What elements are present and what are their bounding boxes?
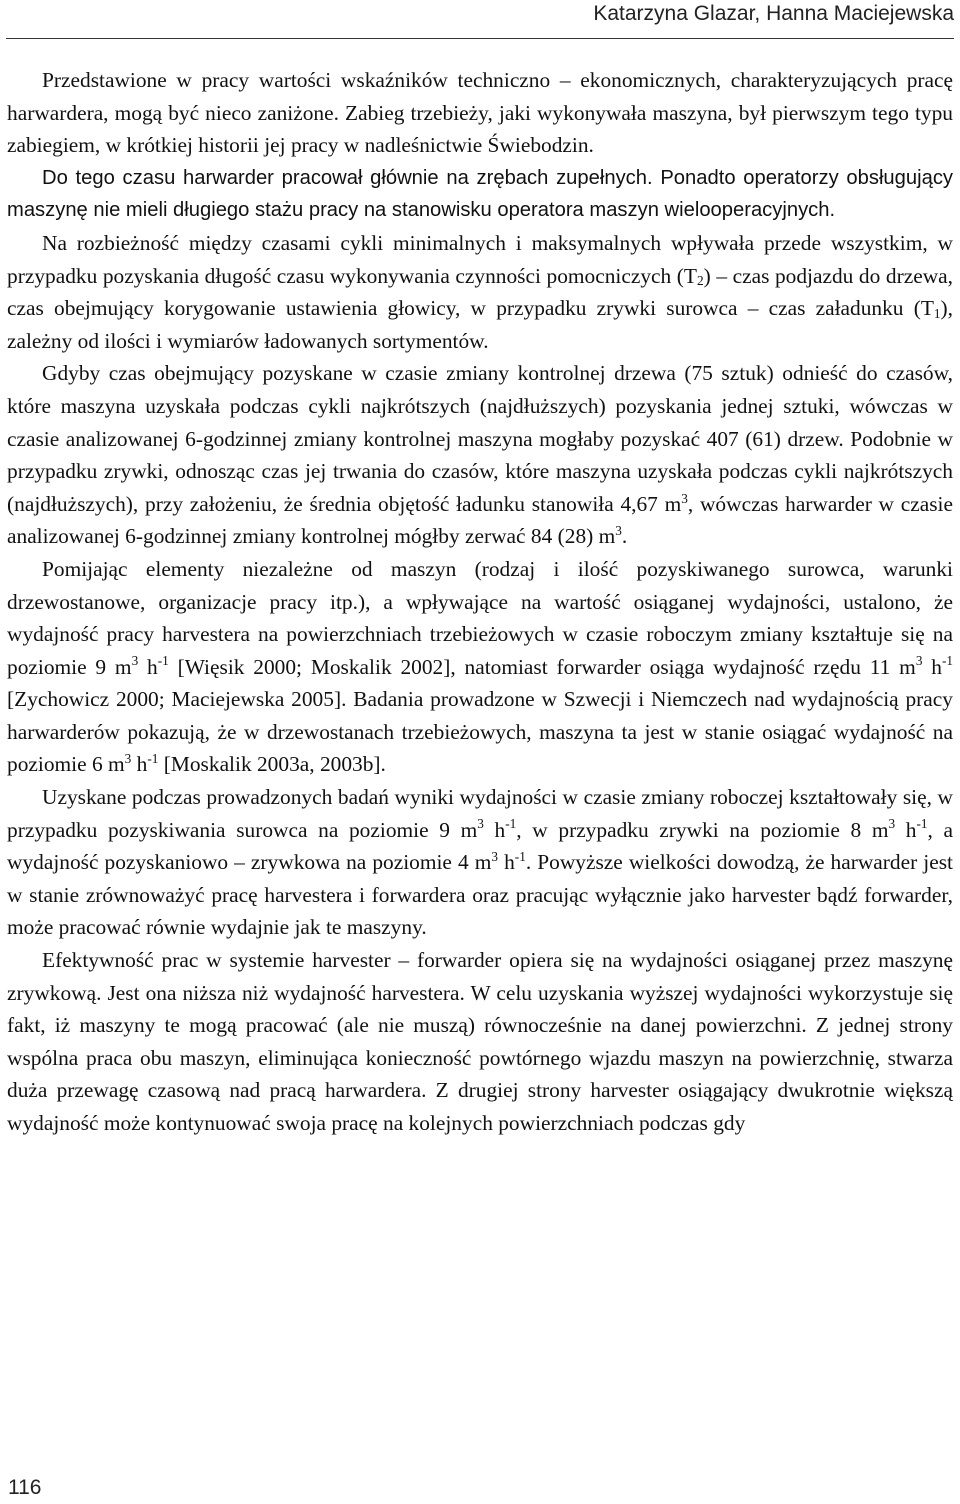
superscript: -1 — [514, 849, 526, 865]
text-run: Uzyskane podczas prowadzonych badań wyniki wydajności w czasie zmiany roboczej kształtowały się, w przypadku pozyskiwania surowca na poziomie 9 m — [7, 785, 953, 842]
paragraph-7: Efektywność prac w systemie harvester – forwarder opiera się na wydajności osiąganej przez maszynę zrywkową. Jest ona niższa niż wydajność harvestera. W celu uzyskania wyższej wydajności wykorzystuje się fakt, iż maszyny te mogą pracować (ale nie muszą) równocześnie na danej powierzchni. Z jednej strony wspólna praca obu maszyn, eliminująca konieczność powtórnego wjazdu maszyn na powierzchnię, stwarza duża przewagę czasową nad pracą harwardera. Z drugiej strony harvester osiągający dwukrotnie większą wydajność może kontynuować swoja pracę na kolejnych powierzchniach podczas gdy — [7, 948, 953, 1135]
subscript: 2 — [697, 273, 704, 289]
text-run: [Zychowicz 2000; Maciejewska 2005]. Badania prowadzone w Szwecji i Niemczech nad wydajnością pracy harwarderów pokazują, że w drzewostanach trzebieżowych, maszyna ta jest w stanie osiągać wydajność na poziomie 6 m — [7, 687, 953, 777]
text-run: h — [922, 654, 942, 679]
article-body — [7, 64, 953, 1140]
text-run: , w przypadku zrywki na poziomie 8 m — [516, 817, 889, 842]
text-run: h — [498, 850, 515, 875]
superscript: -1 — [147, 751, 159, 767]
text-run: Pomijając elementy niezależne od maszyn (rodzaj i ilość pozyskiwanego surowca, warunki drzewostanowe, organizacje pracy itp.), a wpływające na wartość osiąganej wydajności, ustalono, że wydajność pracy harvestera na powierzchniach trzebieżowych w czasie roboczym zmiany kształtuje się na poziomie 9 m — [7, 556, 953, 679]
superscript: 3 — [124, 751, 132, 767]
superscript: -1 — [157, 653, 169, 669]
paragraph-1: Przedstawione w pracy wartości wskaźników techniczno – ekonomicznych, charakteryzujących pracę harwardera, mogą być nieco zaniżone. Zabieg trzebieży, jaki wykonywała maszyna, był pierwszym tego typu zabiegiem, w krótkiej historii jej pracy w nadleśnictwie Świebodzin. — [7, 68, 953, 158]
running-header-authors: Katarzyna Glazar, Hanna Maciejewska — [593, 2, 954, 25]
superscript: 3 — [477, 816, 484, 832]
text-run: , a wydajność pozyskaniowo – zrywkowa na poziomie 4 m — [7, 817, 953, 875]
text-run: ) – czas podjazdu do drzewa, czas obejmujący korygowanie ustawienia głowicy, w przypadku zrywki surowca – czas załadunku (T — [7, 263, 953, 321]
superscript: -1 — [916, 816, 928, 832]
text-run: ), zależny od ilości i wymiarów ładowanych sortymentów. — [7, 296, 953, 353]
text-run: h — [483, 817, 506, 842]
text-run: . Powyższe wielkości dowodzą, że harwarder jest w stanie zrównoważyć pracę harvestera i forwardera oraz pracując wyłącznie jako harvester bądź forwarder, może pracować równie wydajnie jak te maszyny. — [7, 850, 954, 940]
superscript: 3 — [888, 816, 896, 832]
text-run: Gdyby czas obejmujący pozyskane w czasie zmiany kontrolnej drzewa (75 sztuk) odnieść do czasów, które maszyna uzyskała podczas cykli najkrótszych (najdłuższych) pozyskania jednej sztuki, wówczas w czasie analizowanej 6-godzinnej zmiany kontrolnej maszyna mogłaby pozyskać 407 (61) drzew. Podobnie w przypadku zrywki, odnosząc czas jej trwania do czasów, które maszyna uzyskała podczas cykli najkrótszych (najdłuższych), przy założeniu, że średnia objętość ładunku stanowiła 4,67 m — [7, 361, 953, 516]
paragraph-2 — [7, 162, 953, 227]
superscript: 3 — [915, 653, 923, 669]
text-run: Na rozbieżność między czasami cykli minimalnych i maksymalnych wpływała przede wszystkim, w przypadku pozyskania długość czasu wykonywania czynności pomocniczych (T — [7, 230, 953, 288]
paragraph-5 — [7, 553, 953, 781]
subscript: 1 — [933, 305, 941, 321]
paragraph-2-sentence-2: Ponadto operatorzy obsługujący maszynę nie mieli długiego stażu pracy na stanowisku operatora maszyn wielooperacyjnych. — [7, 166, 954, 222]
text-run: [Więsik 2000; Moskalik 2002], natomiast forwarder osiąga wydajność rzędu 11 m — [168, 654, 916, 679]
superscript: 3 — [615, 523, 622, 539]
text-run: h — [895, 817, 917, 842]
header-divider — [6, 38, 954, 39]
superscript: 3 — [681, 490, 688, 506]
text-run: h — [131, 752, 148, 777]
paragraph-4 — [7, 357, 953, 553]
paragraph-2-sentence-1: Do tego czasu harwarder pracował głównie na zrębach zupełnych. — [42, 166, 653, 189]
paragraph-3 — [7, 227, 953, 357]
text-run: [Moskalik 2003a, 2003b]. — [158, 752, 386, 777]
text-run: , wówczas harwarder w czasie analizowanej 6-godzinnej zmiany kontrolnej mógłby zerwać 84 (28) m — [7, 491, 953, 549]
superscript: 3 — [131, 653, 139, 669]
superscript: -1 — [941, 653, 954, 669]
superscript: -1 — [505, 816, 517, 832]
text-run: h — [138, 654, 158, 679]
superscript: 3 — [491, 849, 499, 865]
page-number: 116 — [8, 1476, 42, 1499]
paragraph-6 — [7, 781, 953, 944]
text-run: . — [621, 524, 628, 549]
